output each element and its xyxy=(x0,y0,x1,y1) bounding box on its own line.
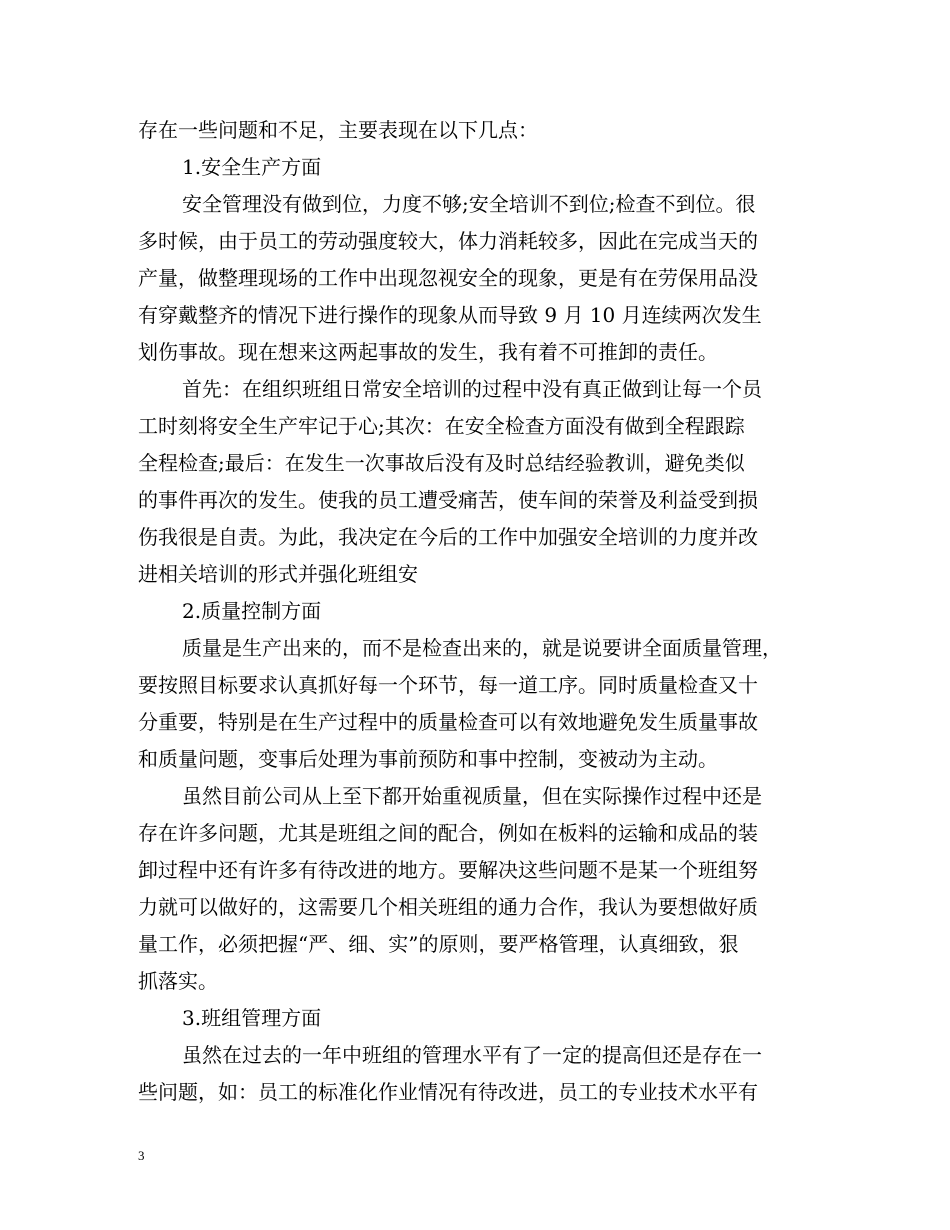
text-line: 存在许多问题，尤其是班组之间的配合，例如在板料的运输和成品的装 xyxy=(138,821,758,845)
section-heading-quality: 2.质量控制方面 xyxy=(182,599,322,623)
section-heading-team-management: 3.班组管理方面 xyxy=(182,1006,322,1030)
text-line: 卸过程中还有许多有待改进的地方。要解决这些问题不是某一个班组努 xyxy=(138,858,758,882)
text-line: 首先：在组织班组日常安全培训的过程中没有真正做到让每一个员 xyxy=(182,377,762,401)
text-line: 要按照目标要求认真抓好每一个环节，每一道工序。同时质量检查又十 xyxy=(138,673,758,697)
text-line: 和质量问题，变事后处理为事前预防和事中控制，变被动为主动。 xyxy=(138,747,718,771)
text-line: 进相关培训的形式并强化班组安 xyxy=(138,562,418,586)
text-line: 量工作，必须把握“严、细、实”的原则，要严格管理，认真细致，狠 xyxy=(138,932,739,956)
text-line: 些问题，如：员工的标准化作业情况有待改进，员工的专业技术水平有 xyxy=(138,1080,758,1104)
text-line: 抓落实。 xyxy=(138,969,218,993)
text-line: 虽然在过去的一年中班组的管理水平有了一定的提高但还是存在一 xyxy=(182,1043,762,1067)
text-line: 分重要，特别是在生产过程中的质量检查可以有效地避免发生质量事故 xyxy=(138,710,758,734)
section-heading-safety: 1.安全生产方面 xyxy=(182,155,322,179)
text-line: 质量是生产出来的，而不是检查出来的，就是说要讲全面质量管理， xyxy=(182,636,782,660)
text-line: 安全管理没有做到位，力度不够;安全培训不到位;检查不到位。很 xyxy=(182,192,756,216)
text-line: 划伤事故。现在想来这两起事故的发生，我有着不可推卸的责任。 xyxy=(138,340,718,364)
text-line: 存在一些问题和不足，主要表现在以下几点： xyxy=(138,118,538,142)
text-line: 伤我很是自责。为此，我决定在今后的工作中加强安全培训的力度并改 xyxy=(138,525,758,549)
text-line: 的事件再次的发生。使我的员工遭受痛苦，使车间的荣誉及利益受到损 xyxy=(138,488,758,512)
page-number: 3 xyxy=(138,1148,145,1163)
body-text xyxy=(138,112,818,1111)
text-line: 全程检查;最后：在发生一次事故后没有及时总结经验教训，避免类似 xyxy=(138,451,745,475)
text-line: 虽然目前公司从上至下都开始重视质量，但在实际操作过程中还是 xyxy=(182,784,762,808)
text-line: 产量，做整理现场的工作中出现忽视安全的现象，更是有在劳保用品没 xyxy=(138,266,758,290)
text-line: 力就可以做好的，这需要几个相关班组的通力合作，我认为要想做好质 xyxy=(138,895,758,919)
text-line: 多时候，由于员工的劳动强度较大，体力消耗较多，因此在完成当天的 xyxy=(138,229,758,253)
text-line: 工时刻将安全生产牢记于心;其次：在安全检查方面没有做到全程跟踪 xyxy=(138,414,745,438)
text-line: 有穿戴整齐的情况下进行操作的现象从而导致 9 月 10 月连续两次发生 xyxy=(138,303,762,327)
